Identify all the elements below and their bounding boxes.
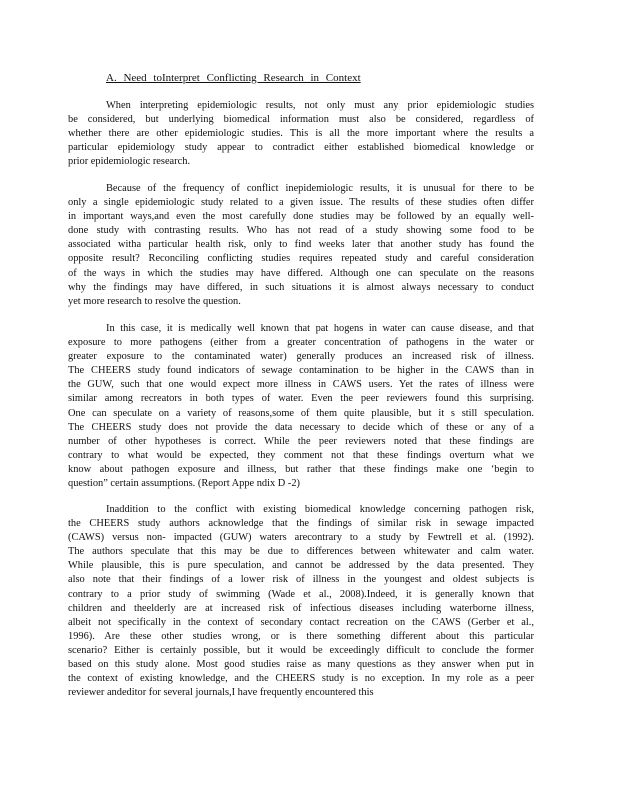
text-line: also note that their findings of a lower risk of illness in the youngest and oldest subjects is xyxy=(68,574,534,586)
text-line: the GUW, such that one would expect more illness in CAWS users. Yet the rates of illness were xyxy=(68,379,534,391)
text-line: Inaddition to the conflict with existing biomedical knowledge concerning pathogen risk, xyxy=(106,504,534,515)
text-line: (CAWS) versus non- impacted (GUW) waters arecontrary to a study by Fewtrell et al. (1992). xyxy=(68,532,534,544)
text-line: only a single epidemiologic study related to a given issue. The results of these studies often differ xyxy=(68,197,534,209)
text-line: based on this study alone. Most good studies raise as many questions as they answer when put in xyxy=(68,659,534,671)
text-line: done study with contrasting results. Who has not read of a study showing some food to be xyxy=(68,225,534,237)
text-line: children and theelderly are at increased risk of infectious diseases including waterborne illness, xyxy=(68,602,534,614)
text-line: the CHEERS study authors acknowledge that the findings of similar risk in sewage impacted xyxy=(68,518,534,530)
text-line: The CHEERS study found indicators of sewage contamination to be higher in the CAWS than in xyxy=(68,365,534,377)
section-heading: A. Need toInterpret Conflicting Research in Context xyxy=(106,72,361,84)
text-line: While plausible, this is pure speculation, and cannot be addressed by the data presented. They xyxy=(68,560,534,572)
text-line: associated witha particular health risk, only to find weeks later that another study has found the xyxy=(68,239,534,251)
text-line: whether there are other epidemiologic studies. This is all the more important where the results a xyxy=(68,128,534,140)
text-line: The authors speculate that this may be due to differences between whitewater and calm water. xyxy=(68,546,534,558)
text-line: albeit not specifically in the context of secondary contact recreation on the CAWS (Gerber et al., xyxy=(68,616,534,628)
text-line: in important ways,and even the most carefully done studies may be followed by an equally well- xyxy=(68,211,534,223)
text-line: the context of existing knowledge, and the CHEERS study is no exception. In my role as a peer xyxy=(68,673,534,685)
text-line: One can speculate on a variety of reasons,some of them quite plausible, but it s still speculation. xyxy=(68,407,534,419)
text-line: The CHEERS study does not provide the data necessary to decide which of these or any of a xyxy=(68,421,534,433)
text-line: number of other hypotheses is correct. While the peer reviewers noted that these findings are xyxy=(68,435,534,447)
text-line: contrary to a prior study of swimming (Wade et al., 2008).Indeed, it is generally known that xyxy=(68,588,534,600)
text-line: In this case, it is medically well known that pat hogens in water can cause disease, and that xyxy=(106,323,534,334)
text-line: scenario? Either is certainly possible, but it would be exceedingly difficult to conclude the former xyxy=(68,644,534,656)
text-line: 1996). Are these other studies wrong, or is there something different about this particular xyxy=(68,630,534,642)
text-line: When interpreting epidemiologic results, not only must any prior epidemiologic studies xyxy=(106,100,534,111)
paragraph-3 xyxy=(68,322,534,491)
text-line: similar among recreators in both types of water. Even the peer reviewers found this surprising. xyxy=(68,393,534,405)
text-line: yet more research to resolve the question. xyxy=(68,295,241,307)
text-line: know about pathogen exposure and illness, but rather that these findings make one ‘begin to xyxy=(68,463,534,475)
text-line: reviewer andeditor for several journals,I have frequently encountered this xyxy=(68,687,374,699)
text-line: exposure to more pathogens (either from a greater concentration of pathogens in the water or xyxy=(68,337,534,349)
text-line: opposite result? Reconciling conflicting studies requires repeated study and careful consideration xyxy=(68,253,534,265)
text-line: why the findings may have differed, in such situations it is almost always necessary to conduct xyxy=(68,281,534,293)
paragraph-4 xyxy=(68,503,534,700)
paragraph-1 xyxy=(68,99,534,169)
paragraph-2 xyxy=(68,182,534,309)
text-line: greater exposure to the contaminated water) generally produces an increased risk of illness. xyxy=(68,351,534,363)
text-line: contrary to what would be expected, they comment not that these findings overturn what we xyxy=(68,449,534,461)
text-line: be considered, but underlying biomedical information must also be considered, regardless of xyxy=(68,114,534,126)
text-line: prior epidemiologic research. xyxy=(68,156,191,168)
text-line: of the ways in which the studies may have differed. Although one can speculate on the reasons xyxy=(68,267,534,279)
text-line: Because of the frequency of conflict inepidemiologic results, it is unusual for there to be xyxy=(106,183,534,194)
text-line: particular epidemiology study appear to contradict either established biomedical knowledge or xyxy=(68,142,534,154)
text-line: question” certain assumptions. (Report Appe ndix D -2) xyxy=(68,478,301,490)
